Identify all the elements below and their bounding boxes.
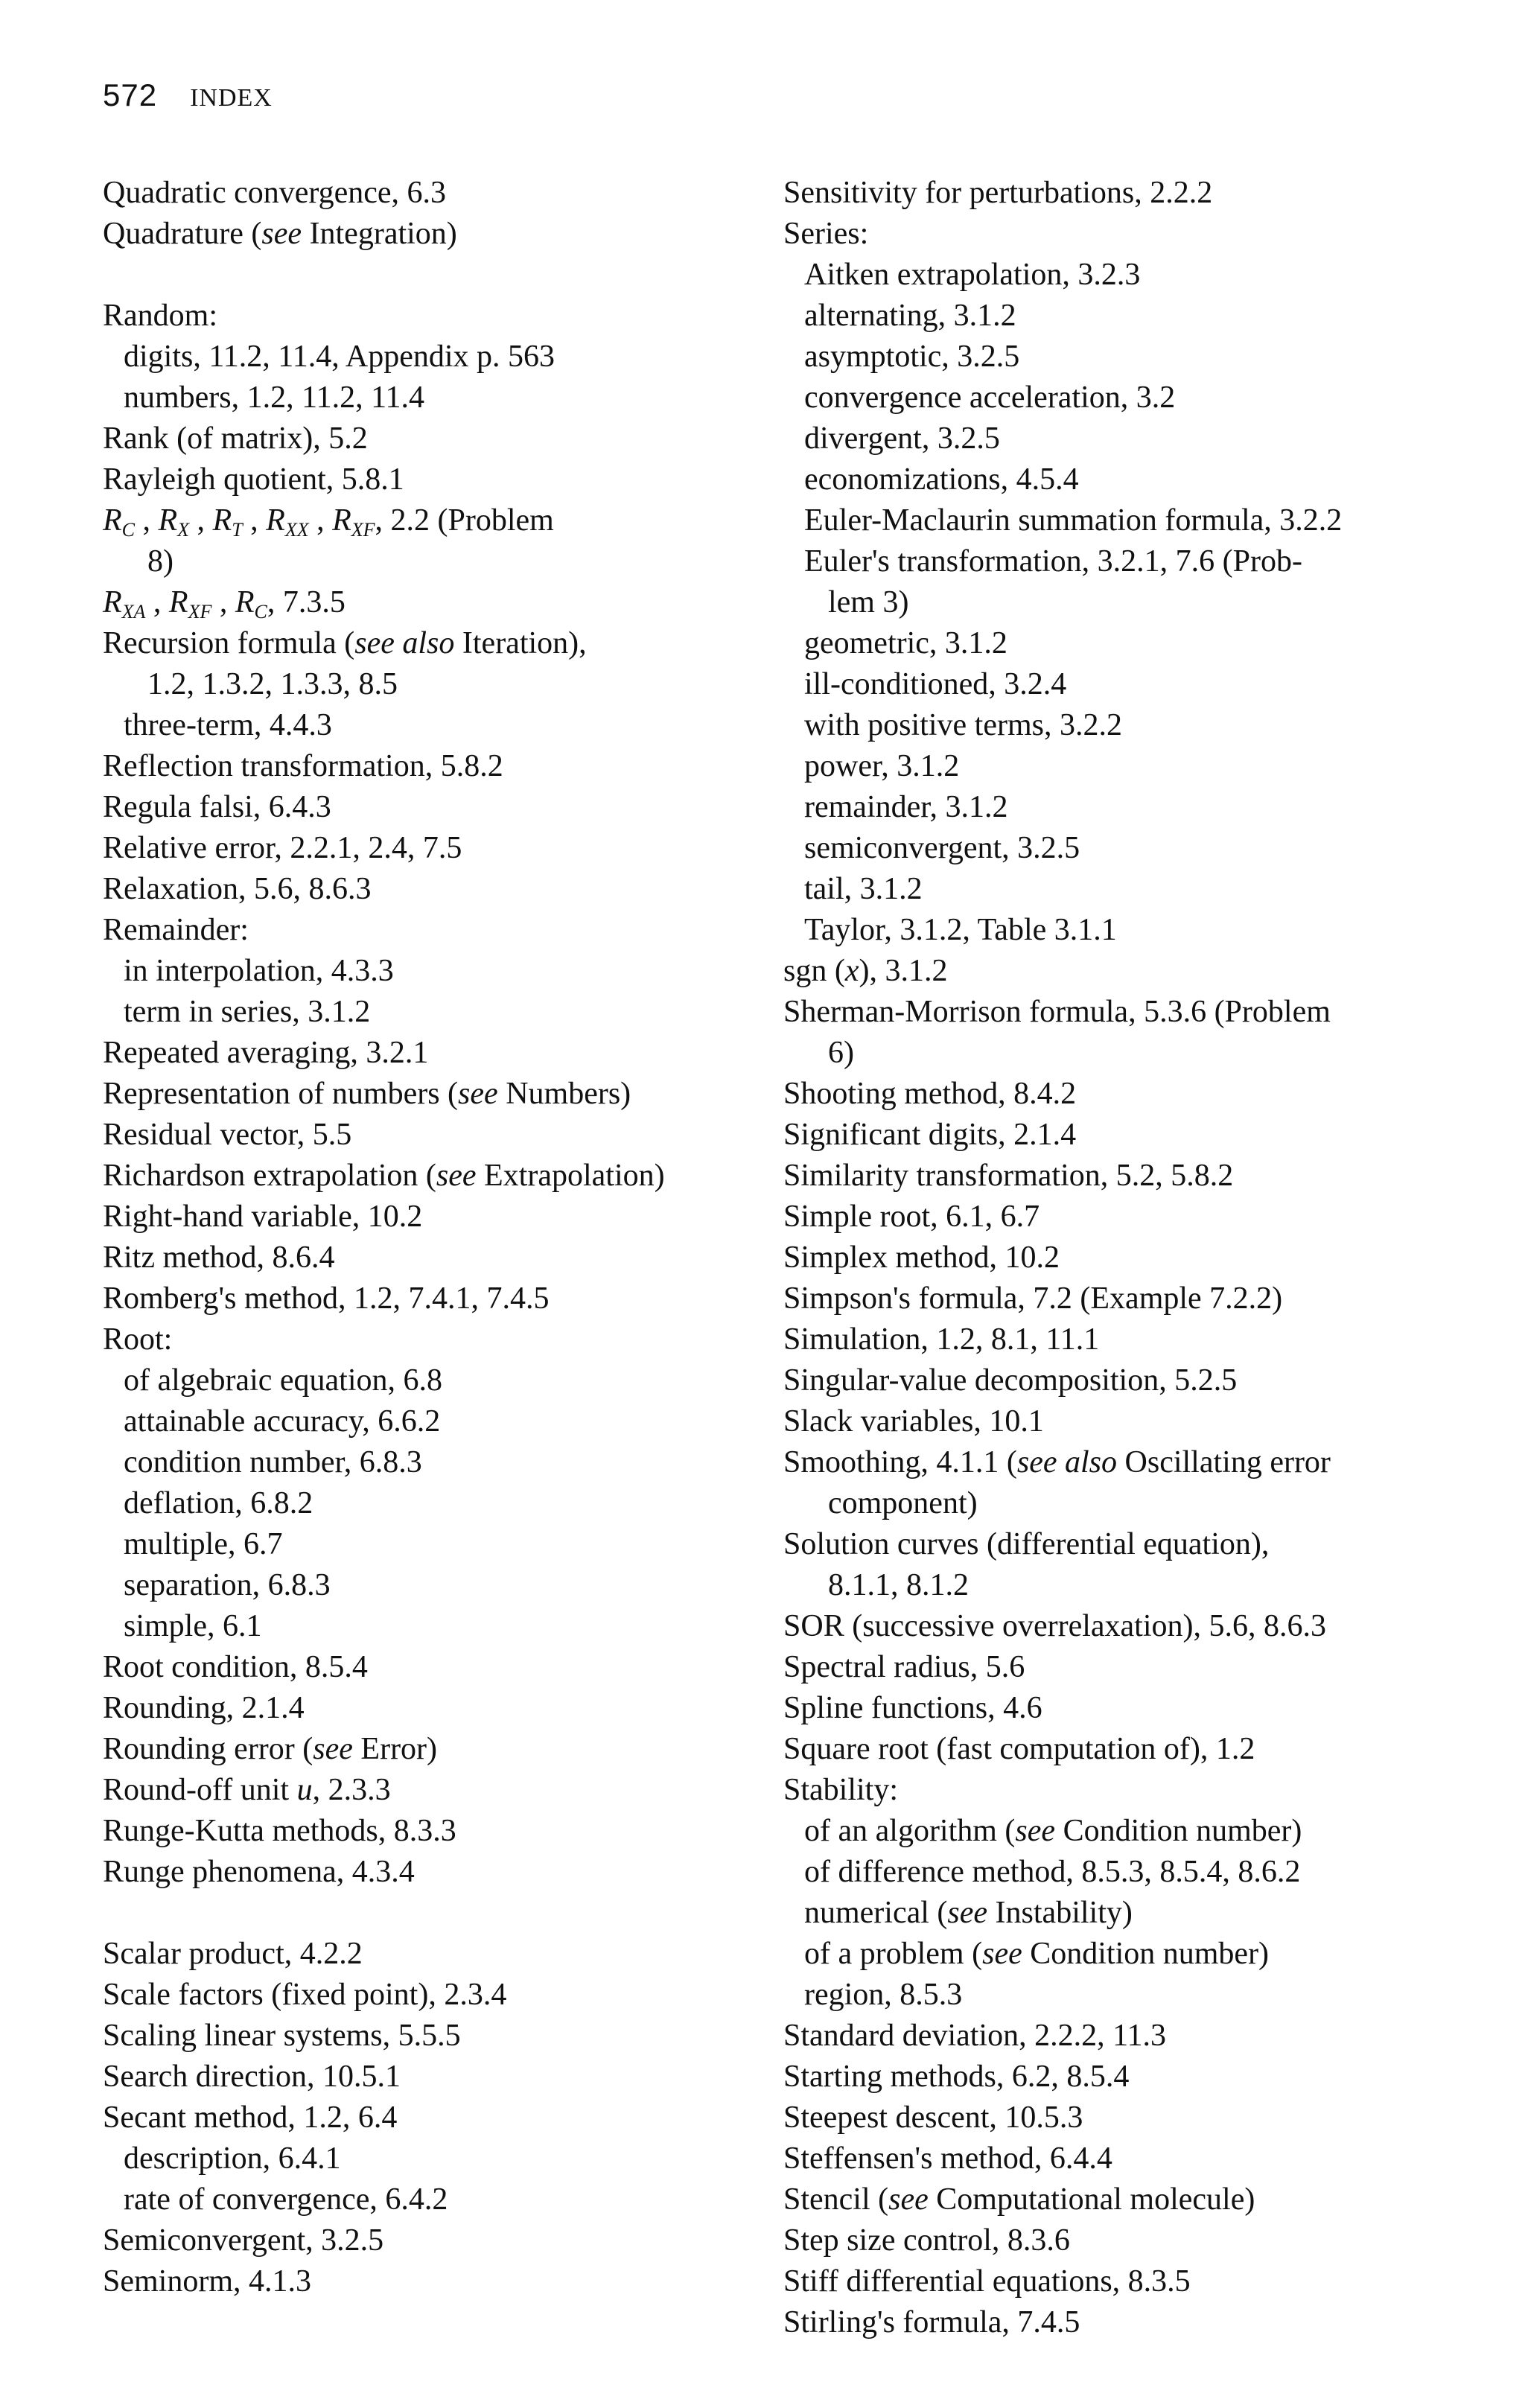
index-entry: Stencil (see Computational molecule)	[783, 2182, 1255, 2217]
index-subentry: tail, 3.1.2	[804, 872, 923, 906]
index-entry: Sherman-Morrison formula, 5.3.6 (Problem	[783, 995, 1331, 1029]
index-spacer	[103, 1893, 773, 1934]
index-entry: Quadratic convergence, 6.3	[103, 176, 447, 210]
index-entry: Series:	[783, 217, 869, 251]
index-column-right	[783, 173, 1498, 2343]
index-entry: Representation of numbers (see Numbers)	[103, 1077, 631, 1111]
index-entry: Random:	[103, 299, 217, 333]
index-continuation: component)	[828, 1486, 978, 1520]
math-symbol: $R_{XF}$	[332, 503, 375, 541]
index-entry: Right-hand variable, 10.2	[103, 1200, 423, 1234]
index-entry: Solution curves (differential equation),	[783, 1527, 1270, 1561]
index-subentry: in interpolation, 4.3.3	[124, 954, 394, 988]
index-subentry: economizations, 4.5.4	[804, 462, 1079, 497]
index-entry: Steffensen's method, 6.4.4	[783, 2141, 1112, 2176]
index-entry: Step size control, 8.3.6	[783, 2223, 1070, 2258]
index-subentry: divergent, 3.2.5	[804, 421, 1000, 456]
index-subentry: of algebraic equation, 6.8	[124, 1363, 442, 1398]
index-subentry: numbers, 1.2, 11.2, 11.4	[124, 380, 425, 415]
index-subentry: Aitken extrapolation, 3.2.3	[804, 258, 1141, 292]
index-entry: $R_C$ , $R_X$ , $R_T$ , $R_{XX}$ , $R_{XF}$, 2.2 (Problem	[103, 503, 554, 541]
index-entry: $R_{XA}$ , $R_{XF}$ , $R_C$, 7.3.5	[103, 585, 346, 622]
index-entry: Starting methods, 6.2, 8.5.4	[783, 2060, 1130, 2094]
index-entry: Root condition, 8.5.4	[103, 1650, 368, 1684]
index-entry: Romberg's method, 1.2, 7.4.1, 7.4.5	[103, 1281, 550, 1316]
index-entry: Runge phenomena, 4.3.4	[103, 1855, 415, 1889]
math-symbol: $R_X$	[158, 503, 190, 541]
index-spacer	[103, 255, 773, 296]
index-subentry: condition number, 6.8.3	[124, 1445, 422, 1479]
index-subentry: deflation, 6.8.2	[124, 1486, 313, 1520]
index-entry: Remainder:	[103, 913, 249, 947]
index-subentry: semiconvergent, 3.2.5	[804, 831, 1080, 865]
index-entry: Slack variables, 10.1	[783, 1404, 1044, 1439]
index-subentry: numerical (see Instability)	[804, 1896, 1133, 1930]
index-subentry: region, 8.5.3	[804, 1978, 963, 2012]
index-subentry: separation, 6.8.3	[124, 1568, 331, 1602]
index-subentry: multiple, 6.7	[124, 1527, 283, 1561]
index-subentry: of a problem (see Condition number)	[804, 1937, 1270, 1971]
math-symbol: $R_T$	[212, 503, 243, 541]
index-entry: Residual vector, 5.5	[103, 1118, 352, 1152]
index-subentry: with positive terms, 3.2.2	[804, 708, 1122, 742]
index-continuation: 8)	[147, 544, 173, 579]
index-entry: Round-off unit u, 2.3.3	[103, 1773, 391, 1807]
index-entry: Stability:	[783, 1773, 899, 1807]
index-subentry: simple, 6.1	[124, 1609, 262, 1643]
index-entry: Scale factors (fixed point), 2.3.4	[103, 1978, 507, 2012]
index-entry: Scalar product, 4.2.2	[103, 1937, 363, 1971]
index-entry: Relaxation, 5.6, 8.6.3	[103, 872, 372, 906]
math-symbol: $R_{XA}$	[103, 585, 146, 622]
index-subentry: geometric, 3.1.2	[804, 626, 1007, 660]
index-subentry: description, 6.4.1	[124, 2141, 341, 2176]
index-entry: Reflection transformation, 5.8.2	[103, 749, 503, 783]
index-subentry: Euler's transformation, 3.2.1, 7.6 (Prob-	[804, 544, 1302, 579]
index-entry: Rank (of matrix), 5.2	[103, 421, 368, 456]
index-entry: Rounding error (see Error)	[103, 1732, 438, 1766]
index-entry: Singular-value decomposition, 5.2.5	[783, 1363, 1238, 1398]
index-column-left	[103, 173, 773, 2302]
index-subentry: term in series, 3.1.2	[124, 995, 371, 1029]
index-subentry: remainder, 3.1.2	[804, 790, 1008, 824]
index-subentry: Euler-Maclaurin summation formula, 3.2.2	[804, 503, 1343, 538]
index-entry: SOR (successive overrelaxation), 5.6, 8.6.3	[783, 1609, 1326, 1643]
index-entry: Simulation, 1.2, 8.1, 11.1	[783, 1322, 1100, 1357]
index-entry: Simpson's formula, 7.2 (Example 7.2.2)	[783, 1281, 1283, 1316]
index-entry: Shooting method, 8.4.2	[783, 1077, 1077, 1111]
index-subentry: three-term, 4.4.3	[124, 708, 332, 742]
index-entry: Secant method, 1.2, 6.4	[103, 2100, 398, 2135]
index-entry: Standard deviation, 2.2.2, 11.3	[783, 2019, 1167, 2053]
page-header	[103, 77, 273, 137]
index-entry: Ritz method, 8.6.4	[103, 1240, 335, 1275]
index-entry: Stiff differential equations, 8.3.5	[783, 2264, 1191, 2299]
math-symbol: $R_{XX}$	[266, 503, 309, 541]
math-symbol: $R_C$	[103, 503, 135, 541]
index-subentry: of difference method, 8.5.3, 8.5.4, 8.6.2	[804, 1855, 1301, 1889]
index-entry: Steepest descent, 10.5.3	[783, 2100, 1083, 2135]
math-symbol: $R_{XF}$	[168, 585, 212, 622]
index-entry: Simplex method, 10.2	[783, 1240, 1060, 1275]
index-subentry: convergence acceleration, 3.2	[804, 380, 1176, 415]
index-subentry: alternating, 3.1.2	[804, 299, 1016, 333]
index-entry: Similarity transformation, 5.2, 5.8.2	[783, 1159, 1234, 1193]
index-entry: Runge-Kutta methods, 8.3.3	[103, 1814, 456, 1848]
index-entry: Spectral radius, 5.6	[783, 1650, 1025, 1684]
index-entry: Relative error, 2.2.1, 2.4, 7.5	[103, 831, 462, 865]
index-entry: Stirling's formula, 7.4.5	[783, 2305, 1080, 2339]
index-entry: Rayleigh quotient, 5.8.1	[103, 462, 404, 497]
index-subentry: attainable accuracy, 6.6.2	[124, 1404, 441, 1439]
index-subentry: power, 3.1.2	[804, 749, 960, 783]
index-continuation: lem 3)	[828, 585, 909, 619]
index-entry: Smoothing, 4.1.1 (see also Oscillating error	[783, 1445, 1331, 1479]
math-symbol: $R_C$	[235, 585, 267, 622]
index-entry: Recursion formula (see also Iteration),	[103, 626, 587, 660]
running-title: INDEX	[190, 84, 273, 112]
index-entry: Seminorm, 4.1.3	[103, 2264, 311, 2299]
index-entry: Rounding, 2.1.4	[103, 1691, 305, 1725]
index-entry: Regula falsi, 6.4.3	[103, 790, 331, 824]
index-subentry: ill-conditioned, 3.2.4	[804, 667, 1067, 701]
index-entry: Spline functions, 4.6	[783, 1691, 1042, 1725]
index-entry: Semiconvergent, 3.2.5	[103, 2223, 384, 2258]
index-subentry: digits, 11.2, 11.4, Appendix p. 563	[124, 340, 555, 374]
index-entry: sgn (x), 3.1.2	[783, 954, 948, 988]
index-entry: Sensitivity for perturbations, 2.2.2	[783, 176, 1213, 210]
index-entry: Richardson extrapolation (see Extrapolation)	[103, 1159, 665, 1193]
index-continuation: 6)	[828, 1036, 854, 1070]
index-entry: Root:	[103, 1322, 173, 1357]
index-entry: Scaling linear systems, 5.5.5	[103, 2019, 461, 2053]
index-entry: Significant digits, 2.1.4	[783, 1118, 1077, 1152]
index-entry: Square root (fast computation of), 1.2	[783, 1732, 1255, 1766]
index-subentry: Taylor, 3.1.2, Table 3.1.1	[804, 913, 1117, 947]
index-subentry: asymptotic, 3.2.5	[804, 340, 1020, 374]
index-entry: Quadrature (see Integration)	[103, 217, 457, 251]
index-continuation: 1.2, 1.3.2, 1.3.3, 8.5	[147, 667, 398, 701]
page-number: 572	[103, 77, 158, 112]
index-subentry: of an algorithm (see Condition number)	[804, 1814, 1302, 1848]
index-entry: Repeated averaging, 3.2.1	[103, 1036, 429, 1070]
index-entry: Simple root, 6.1, 6.7	[783, 1200, 1040, 1234]
index-continuation: 8.1.1, 8.1.2	[828, 1568, 969, 1602]
index-entry: Search direction, 10.5.1	[103, 2060, 401, 2094]
index-subentry: rate of convergence, 6.4.2	[124, 2182, 448, 2217]
